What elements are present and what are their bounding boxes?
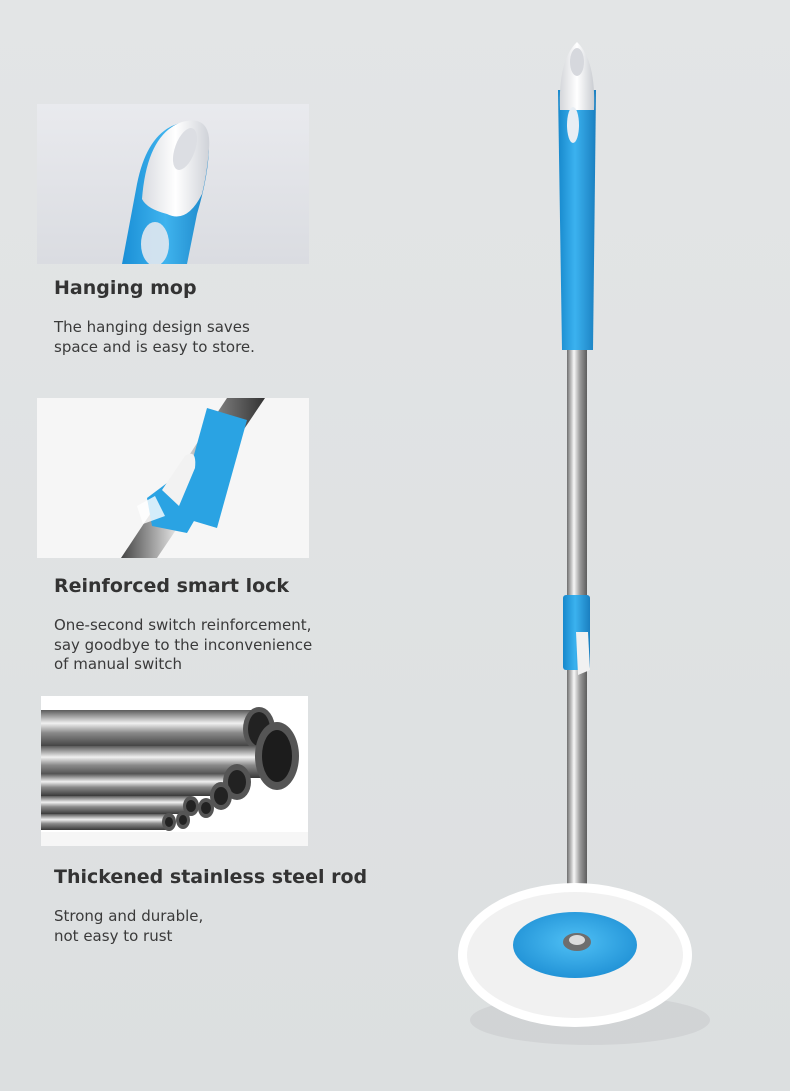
steel-tubes-image	[41, 696, 308, 846]
feature-description-smart-lock: One-second switch reinforcement, say goodbye to the inconvenience of manual switch	[54, 616, 313, 673]
feature-title-smart-lock: Reinforced smart lock	[54, 575, 290, 597]
feature-title-steel-rod: Thickened stainless steel rod	[54, 866, 368, 888]
smart-lock-image	[37, 398, 309, 558]
feature-description-steel-rod: Strong and durable, not easy to rust	[54, 907, 204, 945]
feature-title-hanging-mop: Hanging mop	[54, 277, 197, 299]
mop-product-image	[430, 20, 730, 1060]
hanging-mop-image	[37, 104, 309, 264]
feature-description-hanging-mop: The hanging design saves space and is easy to store.	[54, 318, 255, 356]
